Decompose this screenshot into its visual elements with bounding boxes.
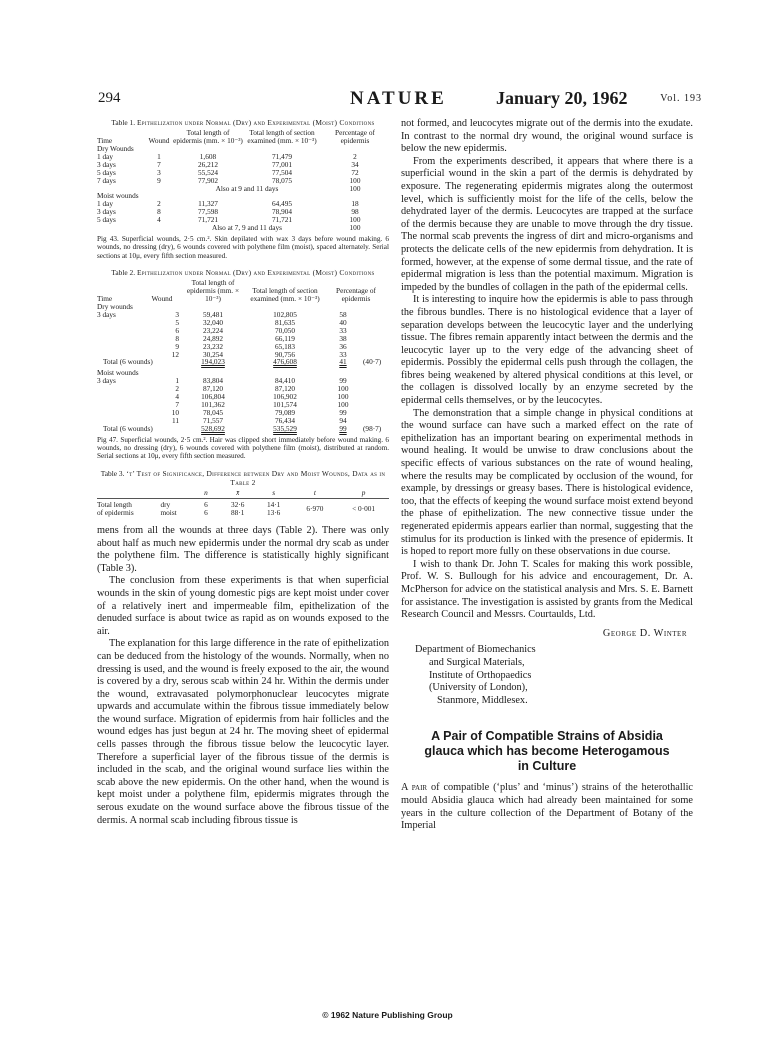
acknowledgements: I wish to thank Dr. John T. Scales for making this work possible, Prof. W. S. Bullough for his advice and encouragement, Dr. A. McPherson for advice on the statistical analysis and Mrs. S. E. Barnett for assistance. The investigation is assisted by grants from the Medical Research Council and Messrs. Courtaulds, Ltd. <box>401 558 693 621</box>
journal-name: NATURE <box>350 88 447 109</box>
table2 <box>97 279 389 432</box>
table2-group-dry: Dry wounds <box>97 302 133 312</box>
table-row: 8 24,892 66,119 38 <box>175 333 347 343</box>
table-row: 3 days 3 59,481 102,805 58 <box>97 310 347 320</box>
running-header <box>98 88 704 112</box>
table-row: Total length dry 6 32·6 14·1 6·970 < 0·001 <box>97 500 376 514</box>
table-row: Also at 9 and 11 days 100 <box>215 183 361 193</box>
table1-header-epidermis: Total length of epidermis (mm. × 10⁻³) <box>173 128 243 146</box>
table-row: 3 days 8 77,598 78,904 98 <box>97 207 359 217</box>
table-row: 1 day 1 1,608 71,479 2 <box>97 151 357 161</box>
table-row: 5 days 3 55,524 77,504 72 <box>97 167 359 177</box>
table1-group-moist: Moist wounds <box>97 191 139 201</box>
table2-group-moist: Moist wounds <box>97 368 139 378</box>
table-row: 12 30,254 90,756 33 <box>171 349 347 359</box>
table1-note: Pig 43. Superficial wounds, 2·5 cm.². Skin depilated with wax 3 days before wound making. 6 wounds, no dressing (dry), 6 wounds covered with polythene film (moist), spaced alternately. Serial sections at 10μ, every fifth section measured. <box>97 234 389 260</box>
table-row: 5 days 4 71,721 71,721 100 <box>97 215 361 225</box>
table1 <box>97 129 389 232</box>
body-paragraph: mens from all the wounds at three days (Table 2). There was only about half as much new epidermis under the normal dry scab as under the polythene film. The difference is statistically highly significant (Table 3). <box>97 524 389 574</box>
author-address <box>415 644 693 707</box>
table-row: 9 23,232 65,183 36 <box>175 341 347 351</box>
table-row: 10 78,045 79,089 99 <box>171 407 347 417</box>
page-number: 294 <box>98 90 121 106</box>
left-column <box>97 118 389 827</box>
table-row: 7 101,362 101,574 100 <box>175 400 349 409</box>
address-line: Department of Biomechanics <box>415 644 536 656</box>
table-row: 3 days 1 83,804 84,410 99 <box>97 376 347 386</box>
table-total-row: Total (6 wounds) 528,692 535,529 99 (98·7) <box>103 423 382 433</box>
table-row: 2 87,120 87,120 100 <box>175 384 349 394</box>
table-row: 7 days 9 77,902 78,075 100 <box>97 175 361 185</box>
address-line: Stanmore, Middlesex. <box>437 694 528 706</box>
body-paragraph: not formed, and leucocytes migrate out of the dermis into the exudate. In contrast to the normal dry wound, the original wound surface is below the new epidermis. <box>401 118 693 155</box>
table2-note: Pig 47. Superficial wounds, 2·5 cm.². Hair was clipped short immediately before wound making. 6 wounds, no dressing (dry), 6 wounds covered with polythene film (moist), distributed at random. Serial sections at 10μ, every fifth section measured. <box>97 435 389 461</box>
table1-caption: Table 1. Epithelization under Normal (Dry) and Experimental (Moist) Conditions <box>111 118 375 127</box>
body-paragraph: The explanation for this large difference in the rate of epithelization can be deduced from the histology of the wounds. Normally, when no dressing is used, and the wound is freely exposed to the air, the wound is covered by a dry, serous scab within 24 hr. Within the dermis under the wound, extravasated polymorphonuclear leucocytes migrate upwards and accumulate within the fibrous tissue immediately below the wound surface. Migration of epidermis from hair follicles and the wound edges has just begun at 24 hr. The moving sheet of epidermal cells passes through the fibrous tissue below the leucocytic layer. Therefore a superficial layer of the fibrous tissue of the dermis is included in the scab, and the original wound surface lies within the scab above the new epidermis. On the other hand, when the wound is kept moist under a polythene film, epidermis migrates through the serous exudate on the wound surface above the fibrous tissue of the dermis. A normal scab including fibrous tissue is <box>97 638 389 826</box>
address-line: and Surgical Materials, <box>429 656 525 668</box>
copyright-footer: © 1962 Nature Publishing Group <box>322 1010 453 1020</box>
table2-header-time: Time <box>97 294 113 304</box>
body-paragraph: The demonstration that a simple change in physical conditions at the wound surface can have such a marked effect on the rate of epithelization has an important bearing on experimental methods in wound healing. It would be unwise to draw conclusions about the specific effects of various substances on the rate of wound healing, where the results may be complicated by occlusion of the wound, for example, by dressings or greasy bases. There is histological evidence, too, that the effects of keeping the wound surface moist extend beyond the phase of epithelization. The new connective tissue under the regenerated epidermis appears earlier than normal, suggesting that the stimulus for its production is linked with the presence of epidermis. It is hoped to report more fully on these observations in due course. <box>401 407 693 558</box>
body-paragraph: From the experiments described, it appears that where there is a superficial wound in the skin a part of the dermis is dehydrated by exposure. The regenerating epidermis migrates along the outermost level, which is sufficiently moist for the life of the cells, below the dehydrated layer of the dermis. Leucocytes are trapped at the surface of the dermis because they are unable to move through the dry tissue. The normal scab prevents the ingress of dirt and micro-organisms and protects the delicate cells of the new epidermis from dehydration. It is formed, however, at the expense of some dermal tissue, and the rate of epidermal migration is less than the potential maximum. Migration is impeded by the bundles of collagen in the path of the epidermal cells. <box>401 155 693 293</box>
table-row: 5 32,040 81,635 40 <box>175 317 347 327</box>
right-column <box>401 118 693 833</box>
table1-header-section: Total length of section examined (mm. × 10⁻³) <box>247 128 317 146</box>
table2-header-epidermis: Total length of epidermis (mm. × 10⁻³) <box>186 278 240 304</box>
article-title: A Pair of Compatible Strains of Absidia glauca which has become Heterogamous in Culture <box>424 729 670 774</box>
table-row: 1 day 2 11,327 64,495 18 <box>97 199 359 209</box>
table2-header-wound: Wound <box>151 294 173 304</box>
table-row: 4 106,804 106,902 100 <box>175 392 349 402</box>
table-row: 3 days 7 26,212 77,001 34 <box>97 159 359 169</box>
table3-rule <box>97 498 389 499</box>
table-row: 6 23,224 70,050 33 <box>175 325 347 335</box>
author-signature: George D. Winter <box>602 627 687 639</box>
table-row: 11 71,557 76,434 94 <box>171 415 347 425</box>
address-line: (University of London), <box>429 682 528 694</box>
table2-caption: Table 2. Epithelization under Normal (Dry) and Experimental (Moist) Conditions <box>111 268 375 278</box>
table-row: Also at 7, 9 and 11 days 100 <box>211 223 361 233</box>
address-line: Institute of Orthopaedics <box>429 669 532 681</box>
table1-header-percentage: Percentage of epidermis <box>335 128 375 146</box>
table1-group-dry: Dry Wounds <box>97 144 134 154</box>
body-paragraph: The conclusion from these experiments is that when superficial wounds in the skin of young domestic pigs are kept moist under cover of a relatively inert and impermeable film, epithelization of the denuded surface is about twice as rapid as on wounds exposed to the air. <box>97 575 389 637</box>
table-total-row: Total (6 wounds) 194,023 476,608 41 (40·7) <box>103 357 382 367</box>
table-row: of epidermis moist 6 88·1 13·6 <box>97 508 281 518</box>
table1-header-wound: Wound <box>148 136 170 146</box>
article-lead-paragraph: A pair of compatible (‘plus’ and ‘minus’) strains of the heterothallic mould Absidia glauca which had already been maintained for some years in the culture collection of the Department of Botany of the Imperial <box>401 782 694 832</box>
table3-caption: Table 3. ‘t’ Test of Significance, Difference between Dry and Moist Wounds, Data as in Table 2 <box>100 468 386 488</box>
issue-date: January 20, 1962 <box>496 88 628 108</box>
body-paragraph: It is interesting to inquire how the epidermis is able to pass through the fibrous bundles. There is no histological evidence that a layer of separation develops between the leucocytic layer and the underlying tissue. The fibres remain apparently intact between the dermis and the leucocytic layer up to the very edge of the advancing sheet of epidermis. Possibly the epidermal cells push through the collagen, the fibres being weakened by altered physical conditions at this level, or the collagen is dissolved locally by an enzyme secreted by the epidermal cells themselves, or by the leucocytes. <box>401 294 693 407</box>
table1-header-time: Time <box>97 136 113 146</box>
table3: n x̄ s t p Total length dry 6 32·6 14·1 6·970 < 0·001 of epidermis moist 6 88·1 13·6 <box>97 489 389 517</box>
table2-header-section: Total length of section examined (mm. × 10⁻³) <box>250 286 320 304</box>
table2-header-percentage: Percentage of epidermis <box>336 286 376 304</box>
volume-number: Vol. 193 <box>660 93 702 104</box>
